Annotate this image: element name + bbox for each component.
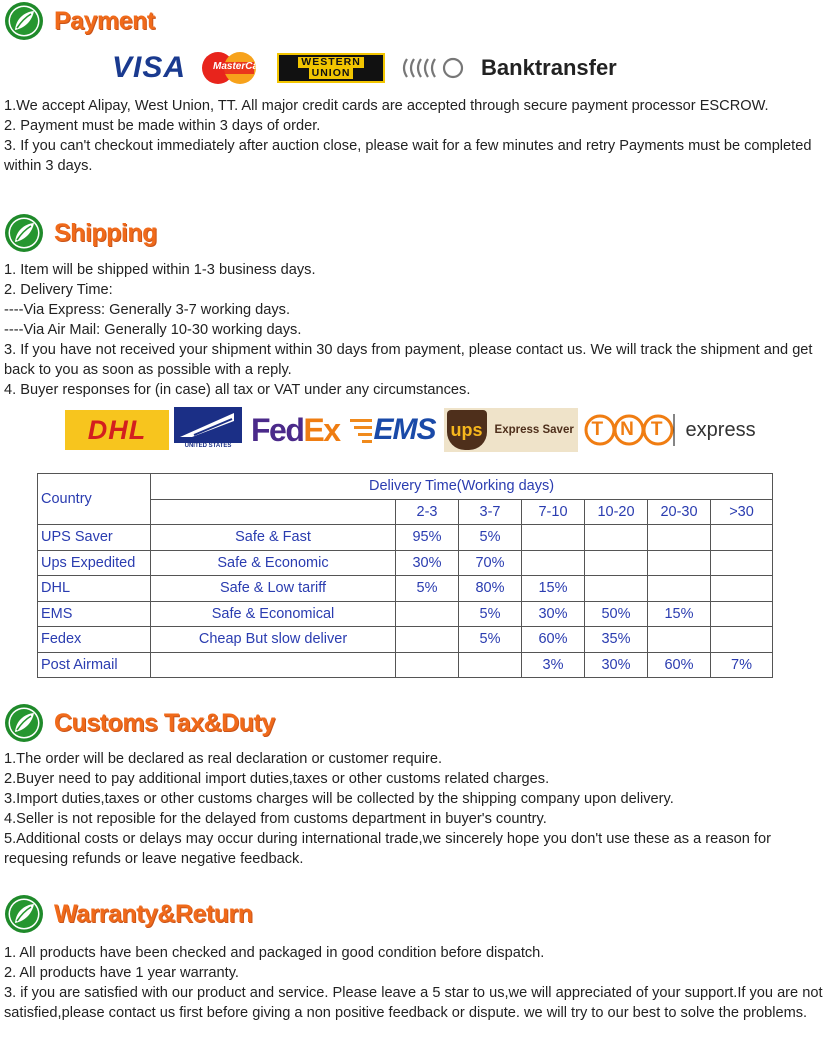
column-header: 2-3 <box>396 499 459 525</box>
usps-label: UNITED STATES <box>184 443 232 449</box>
table-row <box>38 576 773 602</box>
customs-line: 3.Import duties,taxes or other customs charges will be collected by the shipping company upon delivery. <box>4 791 674 807</box>
usps-eagle-icon <box>174 407 242 443</box>
banktransfer-logo: Banktransfer <box>481 55 617 80</box>
western-union-line-2: UNION <box>309 68 354 79</box>
country-header: Country <box>38 474 151 525</box>
warranty-line: 1. All products have been checked and packaged in good condition before dispatch. <box>4 945 545 961</box>
value-cell: 5% <box>459 525 522 551</box>
shipping-line: 1. Item will be shipped within 1-3 business days. <box>4 262 316 278</box>
blank-header-cell <box>151 499 396 525</box>
value-cell: 30% <box>522 601 585 627</box>
leaf-logo-icon <box>4 894 44 934</box>
western-union-line-1: WESTERN <box>298 57 364 68</box>
value-cell <box>522 525 585 551</box>
shipping-text <box>4 260 828 400</box>
value-cell <box>396 652 459 678</box>
bank-waves-icon <box>401 53 467 83</box>
visa-logo: VISA <box>112 51 187 84</box>
fedex-label-2: Ex <box>303 411 340 448</box>
table-row <box>38 601 773 627</box>
customs-line: 5.Additional costs or delays may occur during international trade,we sincerely hope you don't use these as a reason for requesing refunds or leave negative feedback. <box>4 831 771 867</box>
warranty-text <box>4 943 828 1023</box>
value-cell: 60% <box>522 627 585 653</box>
warranty-line: 3. if you are satisfied with our product and service. Please leave a 5 star to us,we will appreciated of your support.If you are not satisfied,please contact us first before giving a non positive feedback or dispute. we will try to our best to solve the problems. <box>4 985 823 1021</box>
desc-cell <box>151 652 396 678</box>
delivery-time-header: Delivery Time(Working days) <box>151 474 773 500</box>
value-cell <box>396 601 459 627</box>
country-cell: DHL <box>38 576 151 602</box>
warranty-heading <box>4 894 253 934</box>
value-cell: 30% <box>585 652 648 678</box>
value-cell <box>711 627 773 653</box>
value-cell: 5% <box>396 576 459 602</box>
shipping-title: Shipping <box>54 218 157 247</box>
value-cell: 15% <box>648 601 711 627</box>
payment-text <box>4 96 828 176</box>
western-union-logo <box>277 53 385 83</box>
payment-line: 3. If you can't checkout immediately after auction close, please wait for a few minutes and retry Payments must be completed within 3 days. <box>4 138 812 174</box>
carrier-logos <box>65 407 756 453</box>
customs-line: 4.Seller is not reposible for the delayed from customs department in buyer's country. <box>4 811 547 827</box>
desc-cell: Safe & Low tariff <box>151 576 396 602</box>
table-row <box>38 550 773 576</box>
ems-logo <box>346 413 436 447</box>
leaf-logo-icon <box>4 703 44 743</box>
ups-label: ups <box>450 419 483 440</box>
value-cell <box>459 652 522 678</box>
desc-cell: Safe & Economical <box>151 601 396 627</box>
mastercard-label: MasterCard <box>213 61 269 72</box>
value-cell: 15% <box>522 576 585 602</box>
tnt-service-label: express <box>685 418 756 441</box>
value-cell: 50% <box>585 601 648 627</box>
ems-stripes-icon <box>346 415 374 445</box>
value-cell <box>648 550 711 576</box>
value-cell: 7% <box>711 652 773 678</box>
value-cell <box>711 601 773 627</box>
column-header: >30 <box>711 499 773 525</box>
value-cell: 5% <box>459 601 522 627</box>
value-cell: 80% <box>459 576 522 602</box>
customs-text <box>4 749 828 869</box>
customs-line: 1.The order will be declared as real declaration or customer require. <box>4 751 443 767</box>
table-row <box>38 627 773 653</box>
shipping-line: ----Via Air Mail: Generally 10-30 working days. <box>4 322 302 338</box>
payment-line: 2. Payment must be made within 3 days of order. <box>4 118 321 134</box>
value-cell <box>711 525 773 551</box>
value-cell: 35% <box>585 627 648 653</box>
value-cell <box>711 550 773 576</box>
table-row <box>38 652 773 678</box>
country-cell: Fedex <box>38 627 151 653</box>
customs-title: Customs Tax&Duty <box>54 708 275 737</box>
column-header: 3-7 <box>459 499 522 525</box>
country-cell: EMS <box>38 601 151 627</box>
value-cell: 3% <box>522 652 585 678</box>
column-header: 7-10 <box>522 499 585 525</box>
value-cell <box>585 550 648 576</box>
value-cell <box>585 525 648 551</box>
value-cell: 70% <box>459 550 522 576</box>
value-cell: 30% <box>396 550 459 576</box>
leaf-logo-icon <box>4 1 44 41</box>
dhl-logo <box>65 410 169 450</box>
warranty-title: Warranty&Return <box>54 899 253 928</box>
fedex-label-1: Fed <box>251 411 304 448</box>
ups-shield-icon <box>447 410 487 450</box>
payment-line: 1.We accept Alipay, West Union, TT. All major credit cards are accepted through secure payment processor ESCROW. <box>4 98 769 114</box>
customs-line: 2.Buyer need to pay additional import duties,taxes or other customs related charges. <box>4 771 550 787</box>
ups-logo <box>444 408 578 452</box>
value-cell: 60% <box>648 652 711 678</box>
payment-heading <box>4 1 155 41</box>
ems-label: EMS <box>373 413 436 446</box>
shipping-heading <box>4 213 157 253</box>
value-cell: 95% <box>396 525 459 551</box>
shipping-line: 4. Buyer responses for (in case) all tax or VAT under any circumstances. <box>4 382 471 398</box>
country-cell: Ups Expedited <box>38 550 151 576</box>
leaf-logo-icon <box>4 213 44 253</box>
value-cell: 5% <box>459 627 522 653</box>
warranty-line: 2. All products have 1 year warranty. <box>4 965 239 981</box>
value-cell <box>522 550 585 576</box>
dhl-label: DHL <box>87 414 147 445</box>
fedex-logo <box>251 412 340 449</box>
value-cell <box>585 576 648 602</box>
value-cell <box>711 576 773 602</box>
shipping-line: ----Via Express: Generally 3-7 working days. <box>4 302 291 318</box>
value-cell <box>648 627 711 653</box>
country-cell: Post Airmail <box>38 652 151 678</box>
desc-cell: Safe & Economic <box>151 550 396 576</box>
column-header: 20-30 <box>648 499 711 525</box>
shipping-line: 3. If you have not received your shipment within 30 days from payment, please contact us. We will track the shipment and get back to you as soon as possible with a reply. <box>4 342 813 378</box>
shipping-line: 2. Delivery Time: <box>4 282 113 298</box>
usps-logo <box>173 407 243 453</box>
table-row <box>38 525 773 551</box>
tnt-label: TNT <box>591 419 680 440</box>
value-cell <box>648 576 711 602</box>
payment-logos <box>112 50 617 86</box>
desc-cell: Safe & Fast <box>151 525 396 551</box>
payment-title: Payment <box>54 6 155 35</box>
country-cell: UPS Saver <box>38 525 151 551</box>
delivery-table <box>37 473 773 678</box>
column-header: 10-20 <box>585 499 648 525</box>
value-cell <box>396 627 459 653</box>
tnt-logo <box>584 412 756 448</box>
desc-cell: Cheap But slow deliver <box>151 627 396 653</box>
ups-service-label: Express Saver <box>494 424 574 436</box>
customs-heading <box>4 703 275 743</box>
value-cell <box>648 525 711 551</box>
